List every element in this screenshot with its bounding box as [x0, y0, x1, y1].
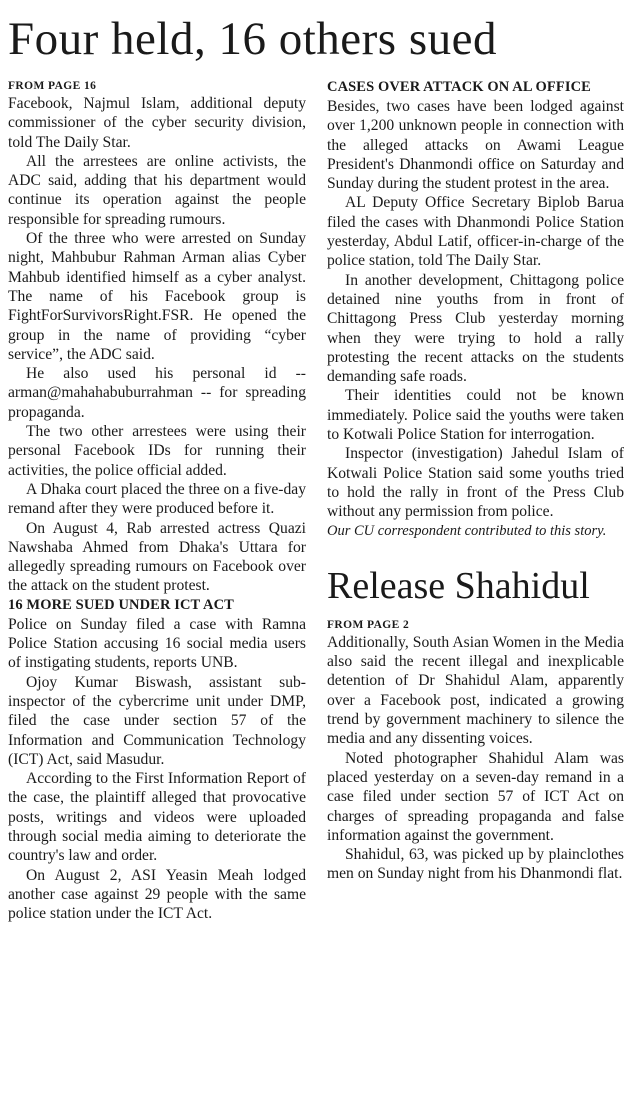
correspondent-credit: Our CU correspondent contributed to this story. [327, 522, 607, 539]
paragraph: He also used his personal id -- arman@mahahabuburrahman -- for spreading propaganda. [8, 365, 306, 421]
paragraph: Besides, two cases have been lodged against over 1,200 unknown people in connection with the alleged attacks on Awami League President's Dhanmondi office on Saturday and Sunday during the student protest in the area. [327, 98, 624, 193]
paragraph: Shahidul, 63, was picked up by plainclothes men on Sunday night from his Dhanmondi flat. [327, 846, 624, 883]
paragraph: All the arrestees are online activists, the ADC said, adding that his department would continue its operation against the people responsible for spreading rumours. [8, 152, 306, 228]
paragraph: On August 4, Rab arrested actress Quazi Nawshaba Ahmed from Dhaka's Uttara for allegedly spreading rumours on Facebook over the attack on the student protest. [8, 519, 306, 595]
paragraph: Facebook, Najmul Islam, additional deputy commissioner of the cyber security division, told The Daily Star. [8, 95, 306, 151]
paragraph: Additionally, South Asian Women in the Media also said the recent illegal and inexplicable detention of Dr Shahidul Alam, apparently over a Facebook post, indicated a growing trend by government machinery to silence the media and any dissenting voices. [327, 633, 624, 748]
second-headline: Release Shahidul [327, 564, 590, 607]
left-column [8, 78, 306, 923]
paragraph: Noted photographer Shahidul Alam was placed yesterday on a seven-day remand in a case filed under section 57 of ICT Act on charges of spreading propaganda and false information against the government. [327, 749, 624, 844]
right-column [327, 78, 624, 884]
paragraph: Of the three who were arrested on Sunday night, Mahbubur Rahman Arman alias Cyber Mahbub identified himself as a cyber analyst. The name of his Facebook group is FightForSurvivorsRight.FSR. He opened the group in the name of providing “cyber service”, the ADC said. [8, 230, 306, 363]
continuation-kicker: FROM PAGE 16 [8, 80, 97, 92]
paragraph: In another development, Chittagong police detained nine youths from in front of Chittagong Press Club yesterday morning when they were trying to hold a rally protesting the recent attacks on the students demanding safe roads. [327, 271, 624, 386]
paragraph: Their identities could not be known immediately. Police said the youths were taken to Kotwali Police Station for interrogation. [327, 387, 624, 444]
paragraph: The two other arrestees were using their personal Facebook IDs for running their activities, the police official added. [8, 423, 306, 479]
paragraph: Inspector (investigation) Jahedul Islam of Kotwali Police Station said some youths tried to hold the rally in front of the Press Club without any permission from police. [327, 445, 624, 521]
section-subhead: CASES OVER ATTACK ON AL OFFICE [327, 79, 591, 95]
section-subhead: 16 MORE SUED UNDER ICT ACT [8, 596, 234, 613]
headline: Four held, 16 others sued [8, 13, 497, 65]
continuation-kicker: FROM PAGE 2 [327, 618, 410, 631]
paragraph: On August 2, ASI Yeasin Meah lodged another case against 29 people with the same police station under the ICT Act. [8, 866, 306, 923]
paragraph: According to the First Information Report of the case, the plaintiff alleged that provocative posts, writings and videos were uploaded through social media aiming to deteriorate the country's law and order. [8, 770, 306, 865]
paragraph: A Dhaka court placed the three on a five-day remand after they were produced before it. [8, 480, 306, 518]
paragraph: Ojoy Kumar Biswash, assistant sub-inspector of the cybercrime unit under DMP, filed the case under section 57 of the Information and Communication Technology (ICT) Act, said Masudur. [8, 673, 306, 768]
paragraph: AL Deputy Office Secretary Biplob Barua filed the cases with Dhanmondi Police Station yesterday, Abdul Latif, officer-in-charge of the police station, told The Daily Star. [327, 194, 624, 270]
paragraph: Police on Sunday filed a case with Ramna Police Station accusing 16 social media users of instigating students, reports UNB. [8, 615, 306, 672]
